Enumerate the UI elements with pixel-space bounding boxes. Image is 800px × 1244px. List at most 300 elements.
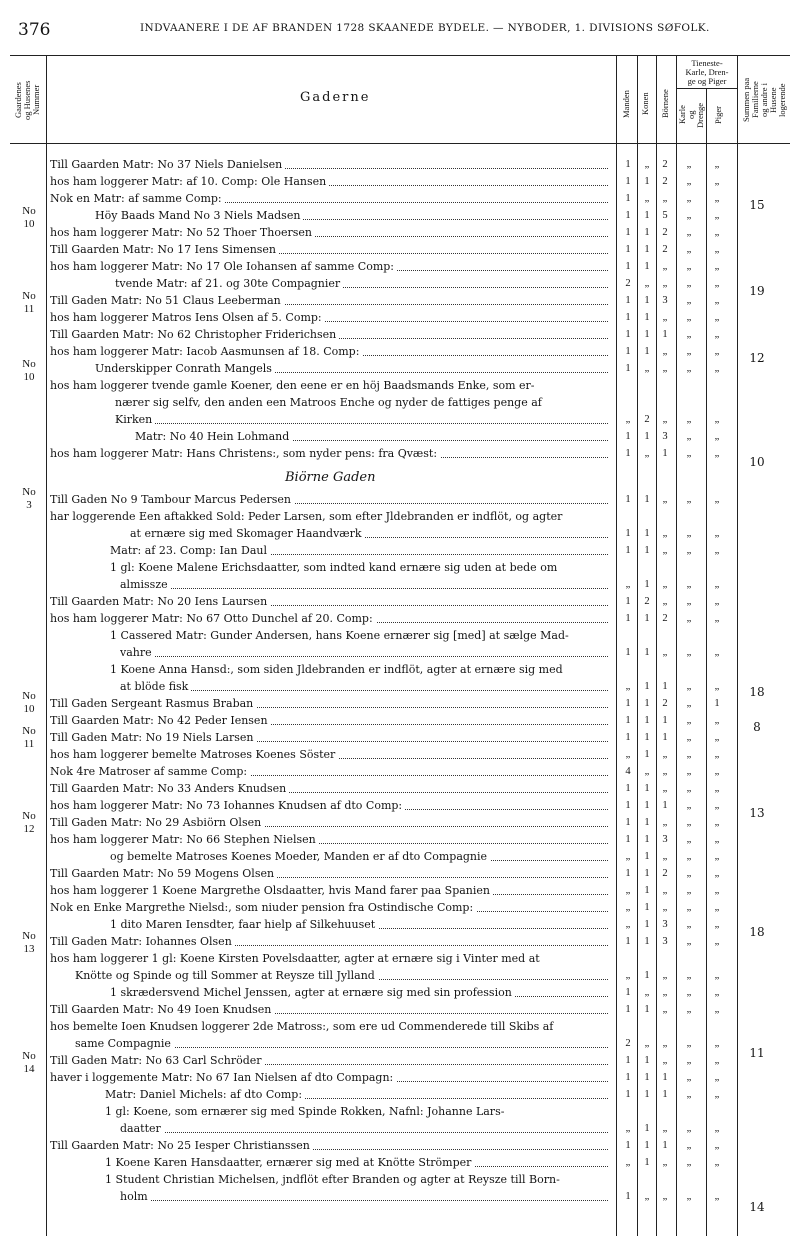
girls-count: „ bbox=[714, 210, 720, 221]
girls-count: „ bbox=[714, 987, 720, 998]
men-count: 1 bbox=[625, 545, 631, 556]
header-bottom-rule bbox=[10, 143, 790, 144]
men-count: 1 bbox=[625, 528, 631, 539]
entry-text: tvende Matr: af 21. og 30te Compagnier bbox=[115, 277, 343, 290]
house-number: No 10 bbox=[22, 358, 36, 383]
girls-count: „ bbox=[714, 1089, 720, 1100]
count-cells bbox=[620, 746, 736, 763]
household-total: 8 bbox=[753, 720, 761, 734]
men-count: 1 bbox=[625, 732, 631, 743]
men-count: 1 bbox=[625, 698, 631, 709]
entry-text: hos ham loggerer Matr: Hans Christens:, som nyder pens: fra Qvæst: bbox=[50, 447, 440, 460]
count-cells bbox=[620, 411, 736, 428]
entry-text: Till Gaden No 9 Tambour Marcus Pedersen bbox=[50, 493, 294, 506]
girls-count: „ bbox=[714, 732, 720, 743]
count-cells bbox=[620, 190, 736, 207]
wives-count: 1 bbox=[644, 261, 650, 272]
children-count: „ bbox=[662, 817, 668, 828]
men-count: 1 bbox=[625, 1004, 631, 1015]
count-cells bbox=[620, 627, 736, 644]
count-cells bbox=[620, 1188, 736, 1205]
house-number: No 10 bbox=[22, 205, 36, 230]
entry-text: hos ham loggerer Matros Iens Olsen af 5. Comp: bbox=[50, 311, 325, 324]
girls-count: „ bbox=[714, 278, 720, 289]
household-total: 12 bbox=[749, 351, 765, 365]
entry-text: hos ham loggerer Matr: No 17 Ole Iohansen af samme Comp: bbox=[50, 260, 397, 273]
entry-text: Knötte og Spinde og till Sommer at Reysze till Jylland bbox=[75, 969, 378, 982]
entry-text: hos bemelte Ioen Knudsen loggerer 2de Matross:, som ere ud Commenderede till Skibs af bbox=[50, 1020, 556, 1033]
count-cells bbox=[620, 1035, 736, 1052]
household-total: 10 bbox=[749, 455, 765, 469]
men-count: 1 bbox=[625, 817, 631, 828]
entry-text: Till Gaarden Matr: No 33 Anders Knudsen bbox=[50, 782, 289, 795]
entry-text: hos ham loggerer 1 Koene Margrethe Olsdaatter, hvis Mand farer paa Spanien bbox=[50, 884, 493, 897]
entry-text: 1 gl: Koene Malene Erichsdaatter, som indted kand ernære sig uden at bede om bbox=[110, 561, 560, 574]
men-count: 1 bbox=[625, 1140, 631, 1151]
girls-count: „ bbox=[714, 159, 720, 170]
boys-count: „ bbox=[686, 613, 692, 624]
count-cells bbox=[620, 678, 736, 695]
wives-count: 1 bbox=[644, 885, 650, 896]
men-count: 1 bbox=[625, 363, 631, 374]
wives-count: 1 bbox=[644, 749, 650, 760]
girls-count: „ bbox=[714, 494, 720, 505]
table-row bbox=[50, 746, 610, 763]
count-cells bbox=[620, 1103, 736, 1120]
girls-count: „ bbox=[714, 176, 720, 187]
wives-count: „ bbox=[644, 193, 650, 204]
entry-text: Matr: af 23. Comp: Ian Daul bbox=[110, 544, 270, 557]
children-count: „ bbox=[662, 1038, 668, 1049]
table-row bbox=[110, 542, 610, 559]
girls-count: „ bbox=[714, 312, 720, 323]
entry-text: Matr: No 40 Hein Lohmand bbox=[135, 430, 292, 443]
children-count: „ bbox=[662, 902, 668, 913]
table-row bbox=[110, 848, 610, 865]
household-total: 18 bbox=[749, 685, 765, 699]
wives-count: 1 bbox=[644, 431, 650, 442]
children-count: 3 bbox=[662, 919, 668, 930]
table-row bbox=[50, 899, 610, 916]
boys-count: „ bbox=[686, 528, 692, 539]
children-count: „ bbox=[662, 312, 668, 323]
children-count: „ bbox=[662, 783, 668, 794]
entry-text: Till Gaarden Matr: No 20 Iens Laursen bbox=[50, 595, 270, 608]
count-cells bbox=[620, 445, 736, 462]
wives-count: 1 bbox=[644, 295, 650, 306]
wives-count: 1 bbox=[644, 329, 650, 340]
table-row bbox=[95, 360, 610, 377]
children-count: „ bbox=[662, 363, 668, 374]
girls-count: „ bbox=[714, 647, 720, 658]
boys-count: „ bbox=[686, 749, 692, 760]
entry-text: almissze bbox=[120, 578, 171, 591]
entry-text: vahre bbox=[120, 646, 155, 659]
men-count: 2 bbox=[625, 1038, 631, 1049]
entry-text: 1 Koene Anna Hansd:, som siden Jldebranden er indflöt, agter at ernære sig med bbox=[110, 663, 566, 676]
men-count: 1 bbox=[625, 244, 631, 255]
children-count: 5 bbox=[662, 210, 668, 221]
wives-count: 1 bbox=[644, 1072, 650, 1083]
boys-count: „ bbox=[686, 312, 692, 323]
col-divider-girls bbox=[737, 56, 738, 1236]
boys-count: „ bbox=[686, 1157, 692, 1168]
boys-count: „ bbox=[686, 987, 692, 998]
wives-count: 1 bbox=[644, 919, 650, 930]
children-count: „ bbox=[662, 193, 668, 204]
table-row bbox=[50, 729, 610, 746]
entry-text: Till Gaarden Matr: No 25 Iesper Christianssen bbox=[50, 1139, 313, 1152]
header-house-number: Gaardenes og Husenes Nummer bbox=[13, 80, 41, 120]
girls-count: „ bbox=[714, 193, 720, 204]
count-cells bbox=[620, 848, 736, 865]
wives-count: „ bbox=[644, 766, 650, 777]
men-count: „ bbox=[625, 1123, 631, 1134]
entry-text: hos ham loggerer bemelte Matroses Koenes Söster bbox=[50, 748, 338, 761]
men-count: 1 bbox=[625, 261, 631, 272]
girls-count: „ bbox=[714, 902, 720, 913]
boys-count: „ bbox=[686, 261, 692, 272]
count-cells bbox=[620, 1171, 736, 1188]
table-row bbox=[50, 763, 610, 780]
boys-count: „ bbox=[686, 783, 692, 794]
entry-text: Till Gaden Matr: No 51 Claus Leeberman bbox=[50, 294, 284, 307]
count-cells bbox=[620, 797, 736, 814]
entry-text: same Compagnie bbox=[75, 1037, 174, 1050]
table-row bbox=[105, 1103, 610, 1120]
girls-count: „ bbox=[714, 817, 720, 828]
household-total: 11 bbox=[749, 1046, 765, 1060]
girls-count: „ bbox=[714, 346, 720, 357]
table-row bbox=[115, 411, 610, 428]
entry-text: Höy Baads Mand No 3 Niels Madsen bbox=[95, 209, 303, 222]
table-row bbox=[50, 190, 610, 207]
men-count: 1 bbox=[625, 596, 631, 607]
girls-count: „ bbox=[714, 244, 720, 255]
girls-count: „ bbox=[714, 363, 720, 374]
girls-count: „ bbox=[714, 414, 720, 425]
count-cells bbox=[620, 576, 736, 593]
count-cells bbox=[620, 258, 736, 275]
boys-count: „ bbox=[686, 936, 692, 947]
entry-text: at blöde fisk bbox=[120, 680, 191, 693]
count-cells bbox=[620, 224, 736, 241]
wives-count: 1 bbox=[644, 1157, 650, 1168]
wives-count: 1 bbox=[644, 681, 650, 692]
entry-text: Underskipper Conrath Mangels bbox=[95, 362, 275, 375]
table-row bbox=[110, 627, 610, 644]
entry-text: og bemelte Matroses Koenes Moeder, Manden er af dto Compagnie bbox=[110, 850, 490, 863]
count-cells bbox=[620, 542, 736, 559]
men-count: „ bbox=[625, 851, 631, 862]
entry-text: hos ham loggerer Matr: No 66 Stephen Nielsen bbox=[50, 833, 319, 846]
entry-text: nærer sig selfv, den anden een Matroos Enche og nyder de fattiges penge af bbox=[115, 396, 545, 409]
count-cells bbox=[620, 394, 736, 411]
men-count: 1 bbox=[625, 647, 631, 658]
count-cells bbox=[620, 967, 736, 984]
girls-count: „ bbox=[714, 783, 720, 794]
girls-count: „ bbox=[714, 715, 720, 726]
boys-count: „ bbox=[686, 1140, 692, 1151]
wives-count: „ bbox=[644, 448, 650, 459]
count-cells bbox=[620, 729, 736, 746]
men-count: „ bbox=[625, 414, 631, 425]
table-row bbox=[50, 593, 610, 610]
boys-count: „ bbox=[686, 193, 692, 204]
count-cells bbox=[620, 377, 736, 394]
men-count: 1 bbox=[625, 715, 631, 726]
entry-text: Till Gaden Matr: No 63 Carl Schröder bbox=[50, 1054, 265, 1067]
entry-text: Nok 4re Matroser af samme Comp: bbox=[50, 765, 250, 778]
children-count: „ bbox=[662, 647, 668, 658]
boys-count: „ bbox=[686, 545, 692, 556]
entry-text: hos ham loggerer Matr: Iacob Aasmunsen af 18. Comp: bbox=[50, 345, 362, 358]
wives-count: 1 bbox=[644, 698, 650, 709]
entry-text: hos ham loggerer Matr: No 67 Otto Dunchel af 20. Comp: bbox=[50, 612, 376, 625]
entry-text: 1 dito Maren Iensdter, faar hielp af Silkehuuset bbox=[110, 918, 378, 931]
children-count: 2 bbox=[662, 613, 668, 624]
count-cells bbox=[620, 695, 736, 712]
entry-text: hos ham loggerer tvende gamle Koener, den eene er en höj Baadsmands Enke, som er- bbox=[50, 379, 538, 392]
entry-text: Till Gaarden Matr: No 49 Ioen Knudsen bbox=[50, 1003, 274, 1016]
children-count: 2 bbox=[662, 227, 668, 238]
girls-count: „ bbox=[714, 800, 720, 811]
entry-text: 1 Koene Karen Hansdaatter, ernærer sig med at Knötte Strömper bbox=[105, 1156, 474, 1169]
wives-count: 1 bbox=[644, 244, 650, 255]
wives-count: 1 bbox=[644, 1055, 650, 1066]
girls-count: „ bbox=[714, 1157, 720, 1168]
boys-count: „ bbox=[686, 227, 692, 238]
count-cells bbox=[620, 899, 736, 916]
children-count: 1 bbox=[662, 800, 668, 811]
entry-text: Till Gaden Sergeant Rasmus Braban bbox=[50, 697, 256, 710]
table-row bbox=[50, 610, 610, 627]
men-count: „ bbox=[625, 970, 631, 981]
girls-count: „ bbox=[714, 1004, 720, 1015]
boys-count: „ bbox=[686, 346, 692, 357]
wives-count: „ bbox=[644, 363, 650, 374]
count-cells bbox=[620, 1154, 736, 1171]
entry-text: Till Gaarden Matr: No 42 Peder Iensen bbox=[50, 714, 271, 727]
table-row bbox=[50, 1001, 610, 1018]
girls-count: „ bbox=[714, 1055, 720, 1066]
house-number: No 13 bbox=[22, 930, 36, 955]
house-number: No 11 bbox=[22, 290, 36, 315]
wives-count: 1 bbox=[644, 1140, 650, 1151]
wives-count: 1 bbox=[644, 1123, 650, 1134]
count-cells bbox=[620, 525, 736, 542]
table-row bbox=[110, 661, 610, 678]
girls-count: „ bbox=[714, 1191, 720, 1202]
table-row bbox=[50, 445, 610, 462]
wives-count: 1 bbox=[644, 715, 650, 726]
entry-text: hos ham loggerer 1 gl: Koene Kirsten Povelsdaatter, agter at ernære sig i Vinter med at bbox=[50, 952, 543, 965]
count-cells bbox=[620, 831, 736, 848]
entry-text: hos ham loggerer Matr: No 52 Thoer Thoersen bbox=[50, 226, 315, 239]
entry-text: hos ham loggerer Matr: No 73 Iohannes Knudsen af dto Comp: bbox=[50, 799, 405, 812]
girls-count: „ bbox=[714, 1140, 720, 1151]
boys-count: „ bbox=[686, 363, 692, 374]
wives-count: 1 bbox=[644, 579, 650, 590]
household-total: 19 bbox=[749, 284, 765, 298]
girls-count: „ bbox=[714, 1038, 720, 1049]
count-cells bbox=[620, 309, 736, 326]
table-row bbox=[50, 377, 610, 394]
boys-count: „ bbox=[686, 1038, 692, 1049]
entry-text: Till Gaarden Matr: No 59 Mogens Olsen bbox=[50, 867, 277, 880]
men-count: 1 bbox=[625, 176, 631, 187]
count-cells bbox=[620, 916, 736, 933]
count-cells bbox=[620, 780, 736, 797]
men-count: 1 bbox=[625, 312, 631, 323]
girls-count: „ bbox=[714, 227, 720, 238]
boys-count: „ bbox=[686, 732, 692, 743]
table-row bbox=[130, 525, 610, 542]
entry-text: holm bbox=[120, 1190, 151, 1203]
children-count: „ bbox=[662, 1157, 668, 1168]
girls-count: „ bbox=[714, 766, 720, 777]
header-streets: Gaderne bbox=[300, 90, 371, 105]
men-count: 1 bbox=[625, 346, 631, 357]
wives-count: 1 bbox=[644, 970, 650, 981]
boys-count: „ bbox=[686, 698, 692, 709]
children-count: 3 bbox=[662, 834, 668, 845]
children-count: 3 bbox=[662, 936, 668, 947]
boys-count: „ bbox=[686, 1004, 692, 1015]
header-servants-girls: Piger bbox=[713, 106, 723, 124]
table-row bbox=[50, 797, 610, 814]
table-row bbox=[75, 967, 610, 984]
col-divider-streets bbox=[616, 56, 617, 1236]
wives-count: 1 bbox=[644, 817, 650, 828]
boys-count: „ bbox=[686, 176, 692, 187]
table-row bbox=[75, 1035, 610, 1052]
boys-count: „ bbox=[686, 851, 692, 862]
count-cells bbox=[620, 712, 736, 729]
wives-count: 1 bbox=[644, 902, 650, 913]
men-count: 2 bbox=[625, 278, 631, 289]
men-count: 1 bbox=[625, 1072, 631, 1083]
wives-count: 1 bbox=[644, 647, 650, 658]
wives-count: 1 bbox=[644, 936, 650, 947]
count-cells bbox=[620, 1052, 736, 1069]
entry-text: Till Gaarden Matr: No 17 Iens Simensen bbox=[50, 243, 279, 256]
table-row bbox=[50, 950, 610, 967]
boys-count: „ bbox=[686, 295, 692, 306]
count-cells bbox=[620, 559, 736, 576]
table-row bbox=[120, 1188, 610, 1205]
entry-text: Till Gaarden Matr: No 37 Niels Danielsen bbox=[50, 158, 285, 171]
children-count: „ bbox=[662, 494, 668, 505]
boys-count: „ bbox=[686, 210, 692, 221]
count-cells bbox=[620, 865, 736, 882]
girls-count: „ bbox=[714, 1123, 720, 1134]
children-count: 2 bbox=[662, 244, 668, 255]
house-number: No 12 bbox=[22, 810, 36, 835]
girls-count: „ bbox=[714, 885, 720, 896]
wives-count: 1 bbox=[644, 494, 650, 505]
children-count: 3 bbox=[662, 431, 668, 442]
table-row bbox=[50, 865, 610, 882]
header-servants: Tieneste- Karle, Dren- ge og Piger bbox=[685, 58, 729, 86]
boys-count: „ bbox=[686, 579, 692, 590]
table-row bbox=[50, 780, 610, 797]
boys-count: „ bbox=[686, 159, 692, 170]
entry-text: daatter bbox=[120, 1122, 164, 1135]
men-count: 1 bbox=[625, 936, 631, 947]
children-count: „ bbox=[662, 278, 668, 289]
house-number: No 11 bbox=[22, 725, 36, 750]
entry-text: Nok en Enke Margrethe Nielsd:, som niuder pension fra Ostindische Comp: bbox=[50, 901, 476, 914]
header-total: Summen paa Familierne og andre i Husene logerende bbox=[741, 77, 787, 123]
entry-text: Till Gaden Matr: No 19 Niels Larsen bbox=[50, 731, 256, 744]
men-count: 1 bbox=[625, 329, 631, 340]
boys-count: „ bbox=[686, 1191, 692, 1202]
children-count: „ bbox=[662, 1191, 668, 1202]
top-rule bbox=[10, 55, 790, 56]
table-row bbox=[50, 241, 610, 258]
boys-count: „ bbox=[686, 1089, 692, 1100]
count-cells bbox=[620, 360, 736, 377]
entry-text: Matr: Daniel Michels: af dto Comp: bbox=[105, 1088, 305, 1101]
children-count: „ bbox=[662, 596, 668, 607]
wives-count: 1 bbox=[644, 176, 650, 187]
boys-count: „ bbox=[686, 278, 692, 289]
table-row bbox=[50, 1052, 610, 1069]
header-servants-boys: Karle og Drenge bbox=[677, 102, 705, 128]
children-count: 1 bbox=[662, 329, 668, 340]
wives-count: 2 bbox=[644, 414, 650, 425]
girls-count: „ bbox=[714, 596, 720, 607]
count-cells bbox=[620, 173, 736, 190]
men-count: 1 bbox=[625, 448, 631, 459]
count-cells bbox=[620, 508, 736, 525]
men-count: 1 bbox=[625, 210, 631, 221]
men-count: „ bbox=[625, 919, 631, 930]
table-row bbox=[105, 1171, 610, 1188]
boys-count: „ bbox=[686, 596, 692, 607]
count-cells bbox=[620, 326, 736, 343]
men-count: 1 bbox=[625, 227, 631, 238]
girls-count: „ bbox=[714, 936, 720, 947]
page-number: 376 bbox=[18, 20, 51, 40]
table-row bbox=[50, 309, 610, 326]
header-men: Manden bbox=[621, 90, 631, 118]
table-row bbox=[120, 644, 610, 661]
girls-count: 1 bbox=[714, 698, 720, 709]
entry-text: Kirken bbox=[115, 413, 155, 426]
count-cells bbox=[620, 428, 736, 445]
children-count: 1 bbox=[662, 1072, 668, 1083]
girls-count: „ bbox=[714, 431, 720, 442]
table-row bbox=[50, 1069, 610, 1086]
boys-count: „ bbox=[686, 800, 692, 811]
table-row bbox=[105, 1154, 610, 1171]
men-count: „ bbox=[625, 681, 631, 692]
wives-count: 1 bbox=[644, 312, 650, 323]
table-row bbox=[50, 326, 610, 343]
girls-count: „ bbox=[714, 261, 720, 272]
children-count: „ bbox=[662, 851, 668, 862]
men-count: 1 bbox=[625, 800, 631, 811]
girls-count: „ bbox=[714, 970, 720, 981]
running-head: INDVAANERE I DE AF BRANDEN 1728 SKAANEDE BYDELE. — NYBODER, 1. DIVISIONS SØFOLK. bbox=[140, 22, 710, 34]
table-row bbox=[120, 1120, 610, 1137]
men-count: „ bbox=[625, 885, 631, 896]
wives-count: 1 bbox=[644, 227, 650, 238]
col-divider-house bbox=[46, 56, 47, 1236]
entry-text: haver i loggemente Matr: No 67 Ian Nielsen af dto Compagn: bbox=[50, 1071, 396, 1084]
